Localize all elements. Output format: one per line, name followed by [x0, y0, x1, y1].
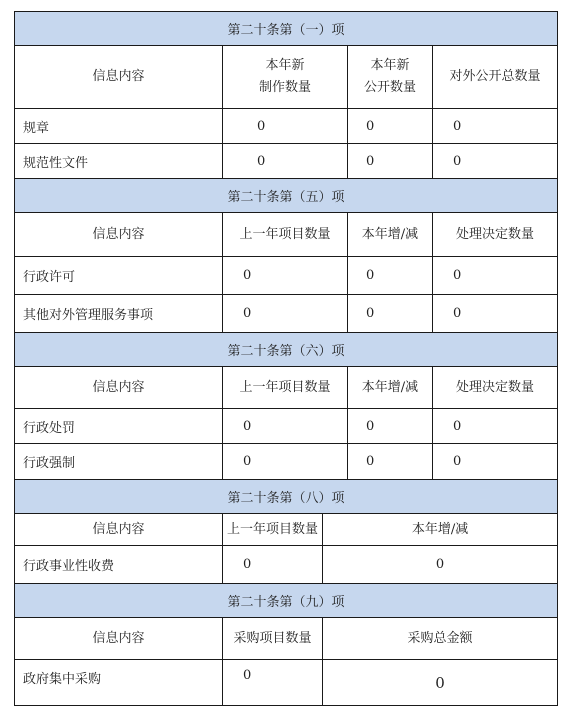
row-label: 行政处罚 — [15, 409, 223, 444]
header-info-content: 信息内容 — [15, 213, 223, 257]
row-label: 其他对外管理服务事项 — [15, 295, 223, 333]
row-label: 政府集中采购 — [15, 660, 223, 706]
header-change: 本年增/减 — [323, 514, 558, 546]
header-info-content: 信息内容 — [15, 514, 223, 546]
disclosure-table-sheet — [14, 11, 557, 706]
cell-value: 0 — [348, 257, 433, 295]
table-row — [15, 444, 558, 480]
row-label: 行政事业性收费 — [15, 546, 223, 584]
cell-value: 0 — [223, 295, 348, 333]
table-row — [15, 409, 558, 444]
header-prev-year-count: 上一年项目数量 — [223, 514, 323, 546]
section-8-title: 第二十条第（八）项 — [15, 480, 558, 514]
row-label: 行政许可 — [15, 257, 223, 295]
cell-value: 0 — [223, 546, 323, 584]
section-title-row — [15, 333, 558, 367]
table-row — [15, 660, 558, 706]
header-total-public-count: 对外公开总数量 — [433, 46, 558, 109]
section-title-row — [15, 12, 558, 46]
cell-value: 0 — [223, 144, 348, 179]
cell-value: 0 — [433, 109, 558, 144]
table-row — [15, 295, 558, 333]
table-row — [15, 144, 558, 179]
cell-value: 0 — [433, 409, 558, 444]
disclosure-table-lower — [14, 479, 558, 706]
header-info-content: 信息内容 — [15, 618, 223, 660]
table-row — [15, 546, 558, 584]
header-change: 本年增/减 — [348, 367, 433, 409]
table-row — [15, 257, 558, 295]
cell-value: 0 — [348, 444, 433, 480]
row-label: 规范性文件 — [15, 144, 223, 179]
cell-value: 0 — [348, 295, 433, 333]
cell-value: 0 — [433, 444, 558, 480]
cell-value: 0 — [323, 546, 558, 584]
disclosure-table — [14, 11, 558, 480]
section-6-title: 第二十条第（六）项 — [15, 333, 558, 367]
cell-value: 0 — [348, 409, 433, 444]
header-prev-year-count: 上一年项目数量 — [223, 213, 348, 257]
section-9-title: 第二十条第（九）项 — [15, 584, 558, 618]
section-title-row — [15, 480, 558, 514]
cell-value: 0 — [433, 144, 558, 179]
cell-value: 0 — [223, 409, 348, 444]
cell-value: 0 — [223, 257, 348, 295]
header-new-made-count: 本年新 制作数量 — [223, 46, 348, 109]
header-row — [15, 514, 558, 546]
header-decision-count: 处理决定数量 — [433, 367, 558, 409]
header-new-public-count: 本年新 公开数量 — [348, 46, 433, 109]
section-title-row — [15, 179, 558, 213]
table-row — [15, 109, 558, 144]
cell-value: 0 — [348, 109, 433, 144]
row-label: 规章 — [15, 109, 223, 144]
header-prev-year-count: 上一年项目数量 — [223, 367, 348, 409]
cell-value: 0 — [433, 295, 558, 333]
cell-value: 0 — [348, 144, 433, 179]
section-1-title: 第二十条第（一）项 — [15, 12, 558, 46]
section-5-title: 第二十条第（五）项 — [15, 179, 558, 213]
cell-value: 0 — [223, 444, 348, 480]
header-procurement-count: 采购项目数量 — [223, 618, 323, 660]
header-decision-count: 处理决定数量 — [433, 213, 558, 257]
cell-value: 0 — [223, 660, 323, 706]
row-label: 行政强制 — [15, 444, 223, 480]
header-change: 本年增/减 — [348, 213, 433, 257]
header-info-content: 信息内容 — [15, 46, 223, 109]
header-procurement-amount: 采购总金额 — [323, 618, 558, 660]
header-info-content: 信息内容 — [15, 367, 223, 409]
cell-value: 0 — [433, 257, 558, 295]
cell-value: 0 — [323, 660, 558, 706]
header-row — [15, 46, 558, 109]
section-title-row — [15, 584, 558, 618]
header-row — [15, 213, 558, 257]
cell-value: 0 — [223, 109, 348, 144]
header-row — [15, 618, 558, 660]
header-row — [15, 367, 558, 409]
